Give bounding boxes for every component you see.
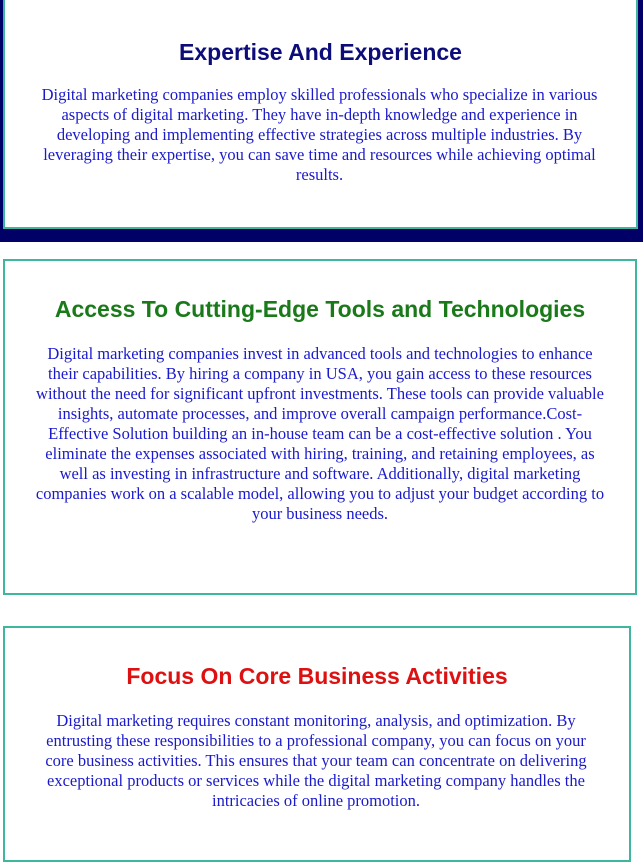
section-card-tools [3, 259, 637, 595]
section-body: Digital marketing companies employ skilled professionals who specialize in various aspects of digital marketing. They have in-depth knowledge and experience in developing and implementing effective strategies across multiple industries. By leveraging their expertise, you can save time and resources while achieving optimal results. [41, 85, 598, 184]
section-title: Expertise And Experience [179, 39, 462, 65]
section-body: Digital marketing companies invest in advanced tools and technologies to enhance their capabilities. By hiring a company in USA, you gain access to these resources without the need for significant upfront investments. These tools can provide valuable insights, automate processes, and improve overall campaign performance.Cost-Effective Solution building an in-house team can be a cost-effective solution . You eliminate the expenses associated with hiring, training, and retaining employees, as well as investing in infrastructure and software. Additionally, digital marketing companies work on a scalable model, allowing you to adjust your budget according to your business needs. [35, 344, 605, 523]
section-title: Access To Cutting-Edge Tools and Technologies [54, 296, 586, 322]
section-card-focus [3, 626, 631, 862]
section-title: Focus On Core Business Activities [126, 663, 508, 689]
section-card-expertise [3, 0, 638, 229]
section-body: Digital marketing requires constant monitoring, analysis, and optimization. By entrusting these responsibilities to a professional company, you can focus on your core business activities. This ensures that your team can concentrate on delivering exceptional products or services while the digital marketing company handles the intricacies of online promotion. [45, 711, 587, 810]
